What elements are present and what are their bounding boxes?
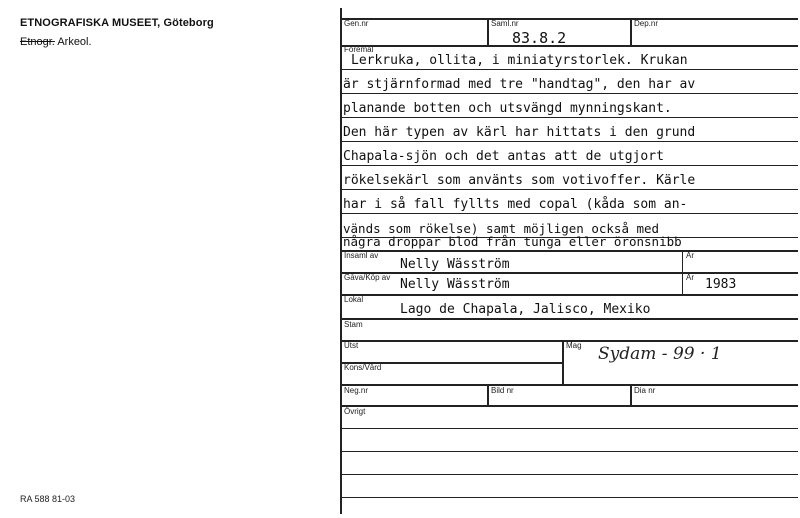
rule-ovrigt xyxy=(340,405,798,407)
description-line: rökelsekärl som använts som votivoffer. Kärle xyxy=(343,173,696,188)
description-line: planande botten och utsvängd mynningskant. xyxy=(343,101,672,116)
rule-stam xyxy=(340,318,798,320)
divider-neg-bild xyxy=(487,384,489,405)
divider-bild-dia xyxy=(630,384,632,405)
divider-ar xyxy=(682,250,683,294)
ar2-label: År xyxy=(686,273,694,282)
description-line: Den här typen av kärl har hittats i den grund xyxy=(343,125,696,140)
rule-neg xyxy=(340,384,798,386)
lokal-value: Lago de Chapala, Jalisco, Mexiko xyxy=(400,302,651,317)
description-line: är stjärnformad med tre "handtag", den har av xyxy=(343,77,696,92)
insaml-label: Insaml av xyxy=(344,251,379,260)
line-rule xyxy=(340,213,798,214)
line-rule xyxy=(340,165,798,166)
dia-label: Dia nr xyxy=(634,386,656,395)
blank-rule xyxy=(340,497,798,498)
gava-year: 1983 xyxy=(705,277,737,292)
divider-mag xyxy=(562,340,564,384)
insaml-value: Nelly Wäsström xyxy=(400,257,510,272)
description-line: vänds som rökelse) samt möjligen också med xyxy=(343,221,660,236)
description-line: några droppar blod från tunga eller öronsnibb xyxy=(343,234,682,249)
saml-nr-value: 83.8.2 xyxy=(512,29,567,47)
dep-nr-label: Dep.nr xyxy=(634,19,659,28)
description-line: Lerkruka, ollita, i miniatyrstorlek. Krukan xyxy=(351,53,688,68)
rule-lokal xyxy=(340,294,798,296)
line-rule xyxy=(340,117,798,118)
top-rule xyxy=(340,18,798,20)
description-line: Chapala-sjön och det antas att de utgjort xyxy=(343,149,664,164)
line-rule xyxy=(340,69,798,70)
rule-gava xyxy=(340,272,798,274)
kons-label: Kons/Vård xyxy=(344,363,382,372)
divider-gen-saml xyxy=(487,18,489,45)
mag-value: Sydam - 99 · 1 xyxy=(598,344,722,364)
ovrigt-label: Övrigt xyxy=(344,407,366,416)
ar-label: År xyxy=(686,251,694,260)
neg-label: Neg.nr xyxy=(344,386,369,395)
stam-label: Stam xyxy=(344,320,363,329)
blank-rule xyxy=(340,451,798,452)
line-rule xyxy=(340,93,798,94)
line-rule xyxy=(340,189,798,190)
bild-label: Bild nr xyxy=(491,386,514,395)
museum-name: ETNOGRAFISKA MUSEET, Göteborg xyxy=(20,17,214,29)
gen-nr-label: Gen.nr xyxy=(344,19,369,28)
rule-foremal xyxy=(340,45,798,47)
blank-rule xyxy=(340,428,798,429)
blank-rule xyxy=(340,474,798,475)
department xyxy=(20,36,92,48)
rule-insaml xyxy=(340,250,798,252)
card-left-border xyxy=(340,8,342,514)
foremal-label: Föremål xyxy=(344,45,374,54)
gava-value: Nelly Wäsström xyxy=(400,277,510,292)
department-name: Arkeol. xyxy=(57,36,92,48)
mag-label: Mag xyxy=(566,341,582,350)
department-struck: Etnogr. xyxy=(20,36,55,48)
lokal-label: Lokal xyxy=(344,295,364,304)
divider-saml-dep xyxy=(630,18,632,45)
utst-label: Utst xyxy=(344,341,359,350)
description-line: har i så fall fyllts med copal (kåda som an- xyxy=(343,197,688,212)
saml-nr-label: Saml.nr xyxy=(491,19,519,28)
line-rule xyxy=(340,141,798,142)
form-code: RA 588 81-03 xyxy=(20,494,76,504)
gava-label: Gåva/Köp av xyxy=(344,273,391,282)
